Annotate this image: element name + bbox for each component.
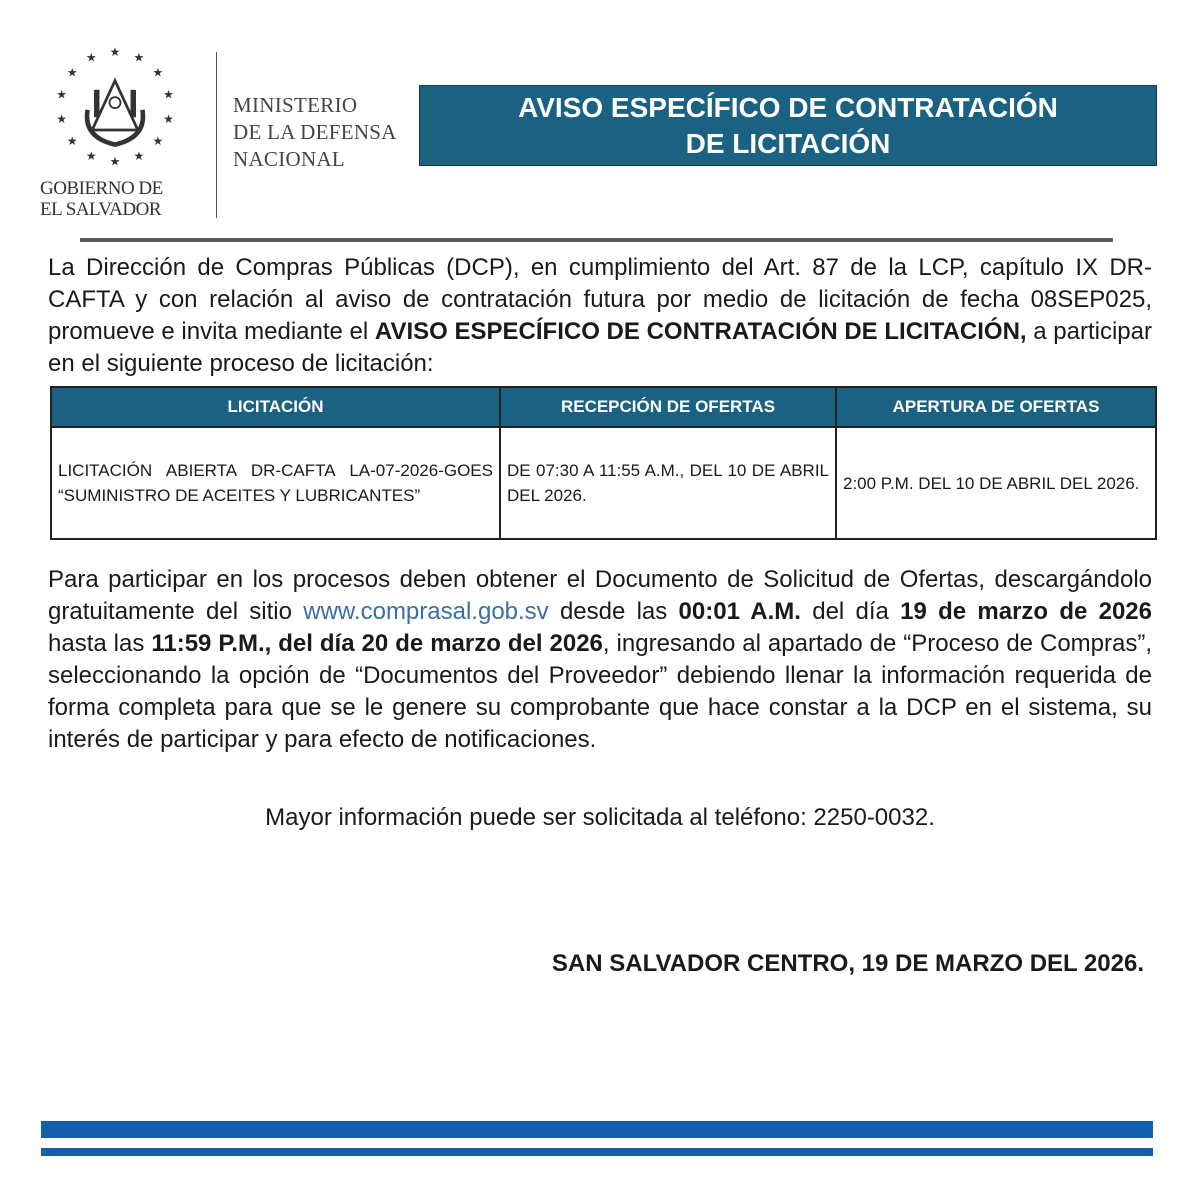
- text-segment: desde las: [548, 598, 679, 625]
- intro-paragraph: [48, 252, 1152, 380]
- bold-text: 11:59 P.M., del día 20 de marzo del 2026: [151, 630, 603, 657]
- text-segment: , ingresando al apartado de “Proceso de Compras”, seleccionando la opción de “Documentos del Proveedor” debiendo llenar la información requerida de forma completa para que se le genere su comprobante que hace constar a la DCP en el sistema, su interés de participar y para efecto de notificaciones.: [48, 630, 1153, 753]
- star-icon: ★: [152, 65, 164, 80]
- star-icon: ★: [56, 87, 67, 102]
- gov-line: EL SALVADOR: [40, 199, 162, 220]
- col-header: LICITACIÓN: [51, 387, 500, 427]
- star-icon: ★: [133, 50, 145, 65]
- star-icon: ★: [152, 133, 164, 148]
- footer-bar: [41, 1121, 1153, 1138]
- star-icon: ★: [85, 149, 97, 164]
- header-divider: [216, 52, 217, 218]
- text-segment: del día: [800, 598, 901, 625]
- col-header: APERTURA DE OFERTAS: [836, 387, 1156, 427]
- instructions-paragraph: [48, 564, 1152, 756]
- ministry-line: MINISTERIO: [233, 93, 358, 117]
- star-icon: ★: [66, 65, 78, 80]
- place-date: SAN SALVADOR CENTRO, 19 DE MARZO DEL 2026.: [551, 950, 1144, 977]
- text-segment: La Dirección de Compras Públicas (DCP), en cumplimiento del Art. 87 de la LCP, capítulo IX DR-CAFTA y con relación al aviso de contratación futura por medio de licitación de fecha 08SEP025, promueve e invita mediante el: [48, 254, 1152, 345]
- cell-opening: 2:00 P.M. DEL 10 DE ABRIL DEL 2026.: [836, 427, 1156, 539]
- coat-of-arms-logo: [40, 46, 190, 172]
- cell-reception: DE 07:30 A 11:55 A.M., DEL 10 DE ABRIL DEL 2026.: [500, 427, 836, 539]
- website-link[interactable]: www.comprasal.gob.sv: [303, 598, 549, 625]
- header-rule: [80, 238, 1113, 242]
- government-label: [40, 178, 163, 220]
- text-segment: Para participar en los procesos deben obtener el Documento de Solicitud de Ofertas, descargándolo gratuitamente del sitio: [48, 566, 1152, 625]
- col-header: RECEPCIÓN DE OFERTAS: [500, 387, 836, 427]
- star-icon: ★: [163, 87, 174, 102]
- cell-tender: LICITACIÓN ABIERTA DR-CAFTA LA-07-2026-GOES “SUMINISTRO DE ACEITES Y LUBRICANTES”: [51, 427, 500, 539]
- star-icon: ★: [109, 46, 121, 60]
- title-line: AVISO ESPECÍFICO DE CONTRATACIÓN: [518, 91, 1058, 123]
- ministry-line: DE LA DEFENSA: [233, 120, 397, 144]
- phone-info: Mayor información puede ser solicitada al teléfono: 2250-0032.: [265, 804, 935, 831]
- star-icon: ★: [56, 112, 67, 127]
- star-icon: ★: [163, 112, 174, 127]
- star-icon: ★: [133, 149, 145, 164]
- tender-table: [50, 386, 1157, 540]
- text-segment: a participar en el siguiente proceso de licitación:: [48, 318, 1152, 377]
- footer-bar-thin: [41, 1148, 1153, 1156]
- text-segment: hasta las: [48, 630, 152, 657]
- gov-line: GOBIERNO DE: [40, 178, 163, 199]
- star-icon: ★: [85, 50, 97, 65]
- bold-text: 19 de marzo de 2026: [900, 598, 1152, 625]
- ministry-label: [233, 92, 397, 173]
- bold-text: AVISO ESPECÍFICO DE CONTRATACIÓN DE LICITACIÓN,: [374, 318, 1027, 345]
- notice-title: [419, 85, 1157, 166]
- star-icon: ★: [66, 133, 78, 148]
- star-icon: ★: [109, 154, 121, 169]
- bold-text: 00:01 A.M.: [678, 598, 801, 625]
- notice-body: [48, 252, 1158, 980]
- ministry-line: NACIONAL: [233, 147, 346, 171]
- table-header-row: [51, 387, 1156, 427]
- title-line: DE LICITACIÓN: [685, 127, 891, 159]
- table-row: [51, 427, 1156, 539]
